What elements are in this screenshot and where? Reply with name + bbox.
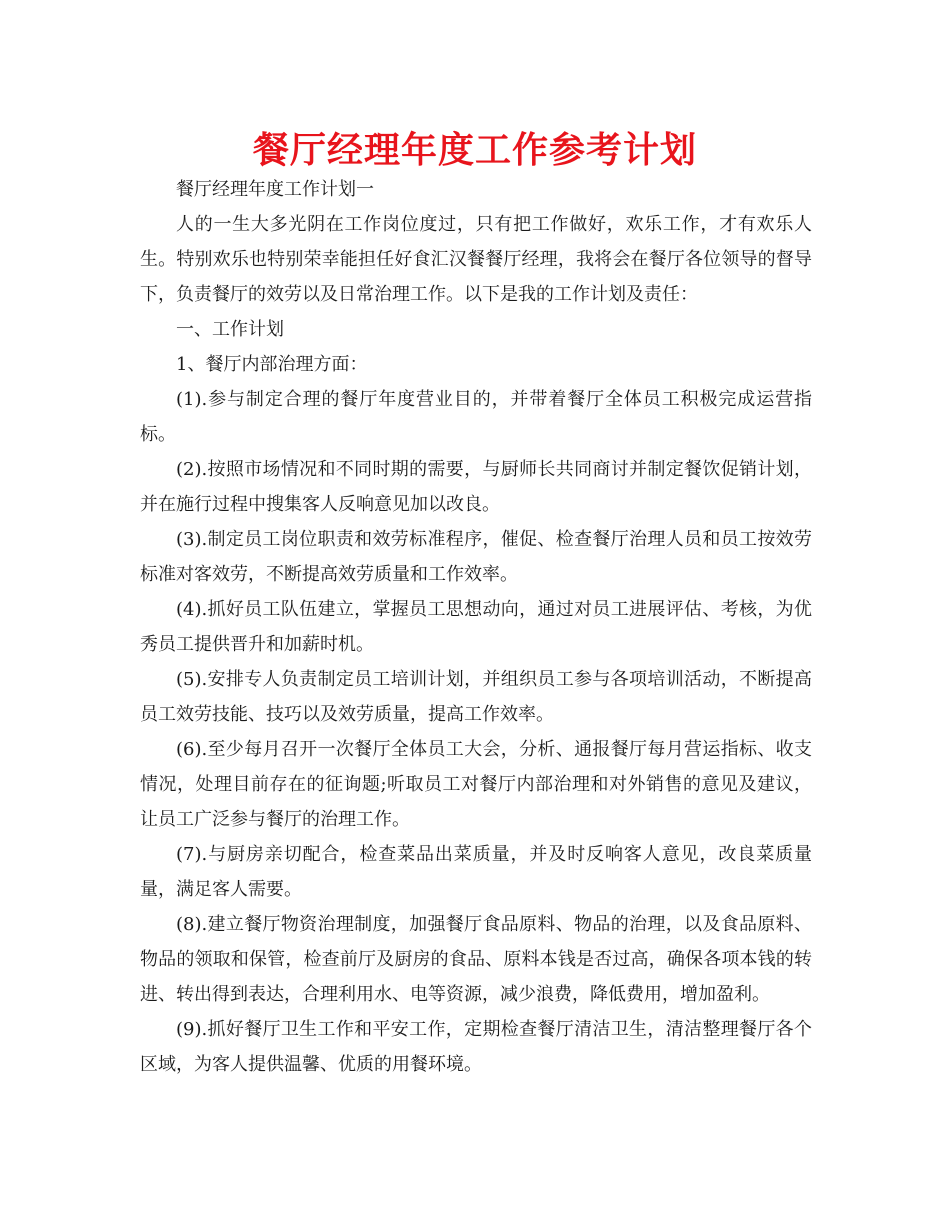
subsection-heading-internal-management: 1、餐厅内部治理方面：	[176, 354, 368, 375]
document-title: 餐厅经理年度工作参考计划	[252, 130, 697, 171]
list-item-6: (6).至少每月召开一次餐厅全体员工大会，分析、通报餐厅每月营运指标、收支情况，处理目前存在的征询题;听取员工对餐厅内部治理和对外销售的意见及建议，让员工广泛参与餐厅的治理工作。	[140, 739, 812, 830]
paragraph-subtitle: 餐厅经理年度工作计划一	[176, 179, 374, 200]
paragraph-intro: 人的一生大多光阴在工作岗位度过，只有把工作做好，欢乐工作，才有欢乐人生。特别欢乐也特别荣幸能担任好食汇汉餐餐厅经理，我将会在餐厅各位领导的督导下，负责餐厅的效劳以及日常治理工作。以下是我的工作计划及责任：	[140, 214, 812, 305]
section-heading-work-plan: 一、工作计划	[176, 319, 284, 340]
document-body	[140, 172, 812, 1082]
list-item-2: (2).按照市场情况和不同时期的需要，与厨师长共同商讨并制定餐饮促销计划，并在施行过程中搜集客人反响意见加以改良。	[140, 459, 812, 515]
list-item-8: (8).建立餐厅物资治理制度，加强餐厅食品原料、物品的治理，以及食品原料、物品的领取和保管，检查前厅及厨房的食品、原料本钱是否过高，确保各项本钱的转进、转出得到表达，合理利用水、电等资源，减少浪费，降低费用，增加盈利。	[140, 914, 812, 1005]
list-item-9: (9).抓好餐厅卫生工作和平安工作，定期检查餐厅清洁卫生，清洁整理餐厅各个区域，为客人提供温馨、优质的用餐环境。	[140, 1019, 812, 1075]
list-item-1: (1).参与制定合理的餐厅年度营业目的，并带着餐厅全体员工积极完成运营指标。	[140, 389, 812, 445]
list-item-7: (7).与厨房亲切配合，检查菜品出菜质量，并及时反响客人意见，改良菜质量量，满足客人需要。	[140, 844, 812, 900]
list-item-5: (5).安排专人负责制定员工培训计划，并组织员工参与各项培训活动，不断提高员工效劳技能、技巧以及效劳质量，提高工作效率。	[140, 669, 812, 725]
list-item-3: (3).制定员工岗位职责和效劳标准程序，催促、检查餐厅治理人员和员工按效劳标准对客效劳，不断提高效劳质量和工作效率。	[140, 529, 812, 585]
list-item-4: (4).抓好员工队伍建立，掌握员工思想动向，通过对员工进展评估、考核，为优秀员工提供晋升和加薪时机。	[140, 599, 812, 655]
